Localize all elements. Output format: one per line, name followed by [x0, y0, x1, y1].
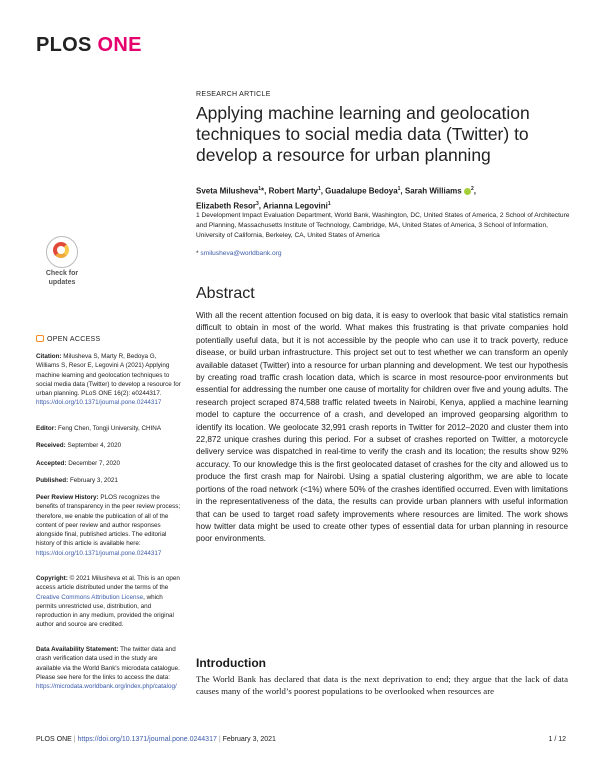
check-updates-line2: updates: [48, 279, 76, 286]
author-list: [196, 183, 576, 212]
peer-review-doi-link[interactable]: https://doi.org/10.1371/journal.pone.0244317: [36, 549, 162, 557]
footer-journal: PLOS ONE: [36, 736, 72, 743]
page-footer: [36, 736, 566, 743]
data-availability-label: Data Availability Statement:: [36, 646, 119, 653]
published-label: Published:: [36, 477, 69, 484]
abstract-text: With all the recent attention focused on big data, it is easy to overlook that basic vital statistics remain difficult to obtain in most of the world. What makes this frustrating is that private companies hold potentially useful data, but it is not accessible by the people who can use it to track poverty, reduce disease, or build urban infrastructure. This project set out to test whether we can transform an openly available dataset (Twitter) into a resource for urban planning and development. We test our hypothesis by creating road traffic crash location data, which is scarce in most resource-poor environments but essential for addressing the number one cause of mortality for children over five and young adults. The research project scraped 874,588 traffic related tweets in Nairobi, Kenya, applied a machine learning model to capture the occurrence of a crash, and developed an improved geoparsing algorithm to identify its location. We geolocate 32,991 crash reports in Twitter for 2012–2020 and cluster them into 22,872 unique crashes during this period. For a subset of crashes reported on Twitter, a motorcycle delivery service was dispatched in real-time to verify the crash and its location; the results show 92% accuracy. To our knowledge this is the first geolocated dataset of crashes for the city and allowed us to produce the first crash map for Nairobi. Using a spatial clustering algorithm, we are able to locate portions of the road network (<1%) where 50% of the crashes identified occurred. Even with limitations in the representativeness of the data, the results can provide urban planners with useful information that can be used to target road safety improvements where resources are limited. The work shows how twitter data might be used to create other types of essential data for urban planning in resource poor environments.: [196, 311, 568, 544]
article-title: Applying machine learning and geolocation techniques to social media data (Twitter) to develop a resource for urban planning: [196, 103, 530, 165]
author-name[interactable]: Elizabeth Resor: [196, 201, 257, 211]
affil-sup: 1: [397, 186, 401, 192]
citation-doi-link[interactable]: https://doi.org/10.1371/journal.pone.0244317: [36, 399, 162, 407]
check-updates-line1: Check for: [45, 270, 79, 277]
email-star: *: [196, 250, 199, 257]
accepted-label: Accepted:: [36, 460, 67, 467]
page-number: 1 / 12: [548, 736, 566, 743]
footer-separator: |: [73, 736, 76, 743]
citation-label: Citation:: [36, 353, 62, 360]
received-block: [36, 441, 181, 450]
copyright-text-2: , which permits unrestricted use, distribution, and reproduction in any medium, provided the original author and source are credited.: [36, 593, 174, 629]
logo-plos: PLOS: [36, 34, 92, 56]
accepted-date: December 7, 2020: [68, 460, 121, 467]
check-updates-text: [36, 269, 88, 287]
microdata-link[interactable]: https://microdata.worldbank.org/index.php/catalog/: [36, 683, 177, 691]
corresponding-email: [196, 250, 282, 257]
received-date: September 4, 2020: [67, 442, 122, 449]
open-access-label: [36, 334, 100, 343]
affil-sup: 1: [258, 186, 262, 192]
check-for-updates-badge[interactable]: [36, 236, 88, 292]
published-date: February 3, 2021: [69, 477, 118, 484]
published-block: [36, 476, 181, 485]
copyright-label: Copyright:: [36, 575, 68, 582]
citation-block: [36, 352, 181, 408]
journal-logo[interactable]: [36, 34, 142, 57]
footer-date: February 3, 2021: [222, 736, 276, 743]
footer-doi-link[interactable]: https://doi.org/10.1371/journal.pone.0244317: [77, 736, 217, 743]
author-name[interactable]: , Guadalupe Bedoya: [320, 186, 398, 196]
peer-review-label: Peer Review History:: [36, 494, 99, 501]
author-name[interactable]: Sveta Milusheva: [196, 186, 259, 196]
affil-sup: 2: [470, 186, 474, 192]
abstract-heading: Abstract: [196, 285, 255, 302]
introduction-heading: Introduction: [196, 656, 266, 670]
peer-review-block: [36, 493, 181, 558]
comma: ,: [473, 186, 476, 196]
logo-one: ONE: [97, 34, 142, 56]
data-availability-block: [36, 645, 181, 691]
editor-block: [36, 424, 181, 433]
copyright-block: [36, 574, 181, 630]
author-name[interactable]: , Robert Marty: [264, 186, 318, 196]
author-name[interactable]: , Sarah Williams: [400, 186, 462, 196]
email-link[interactable]: smilusheva@worldbank.org: [200, 250, 282, 257]
accepted-block: [36, 459, 181, 468]
license-link[interactable]: Creative Commons Attribution License: [36, 593, 144, 601]
check-updates-icon: [53, 242, 69, 258]
affil-sup: 1: [327, 200, 331, 207]
affil-sup: 3: [256, 200, 259, 207]
affil-sup: 1: [317, 186, 321, 192]
peer-review-text: PLOS recognizes the benefits of transparency in the peer review process; therefore, we enable the publication of all of the content of peer review and author responses alongside final, published articles. The editorial history of this article is available here:: [36, 494, 181, 548]
copyright-text: © 2021 Milusheva et al. This is an open access article distributed under the terms of the: [36, 575, 180, 592]
editor-label: Editor:: [36, 425, 57, 432]
data-availability-text: The twitter data and crash verification data used in the study are available via the World Bank's microdata catalogue. Please see here for the links to access the data:: [36, 646, 180, 681]
received-label: Received:: [36, 442, 66, 449]
open-access-text: OPEN ACCESS: [47, 336, 101, 343]
open-lock-icon: [36, 335, 44, 342]
footer-separator: |: [218, 736, 221, 743]
author-name[interactable]: , Arianna Legovini: [258, 201, 328, 211]
citation-text: Milusheva S, Marty R, Bedoya G, Williams S, Resor E, Legovini A (2021) Applying machine learning and geolocation techniques to social media data (Twitter) to develop a resource for urban planning. PLoS ONE 16(2): e0244317.: [36, 353, 181, 398]
article-type: RESEARCH ARTICLE: [196, 91, 271, 98]
affiliations: 1 Development Impact Evaluation Department, World Bank, Washington, DC, United States of America, 2 School of Architecture and Planning, Massachusetts Institute of Technology, Cambridge, MA, United States of America, 3 School of Information, University of California, Berkeley, CA, United States of America: [196, 212, 570, 239]
corresponding-star: *: [261, 186, 265, 196]
editor-text: Feng Chen, Tongji University, CHINA: [58, 425, 162, 432]
introduction-text: The World Bank has declared that data is the next deprivation to end; they argue that the lack of data causes many of the world’s poorest populations to be overlooked when resources are: [196, 674, 568, 696]
orcid-icon[interactable]: [464, 188, 471, 195]
